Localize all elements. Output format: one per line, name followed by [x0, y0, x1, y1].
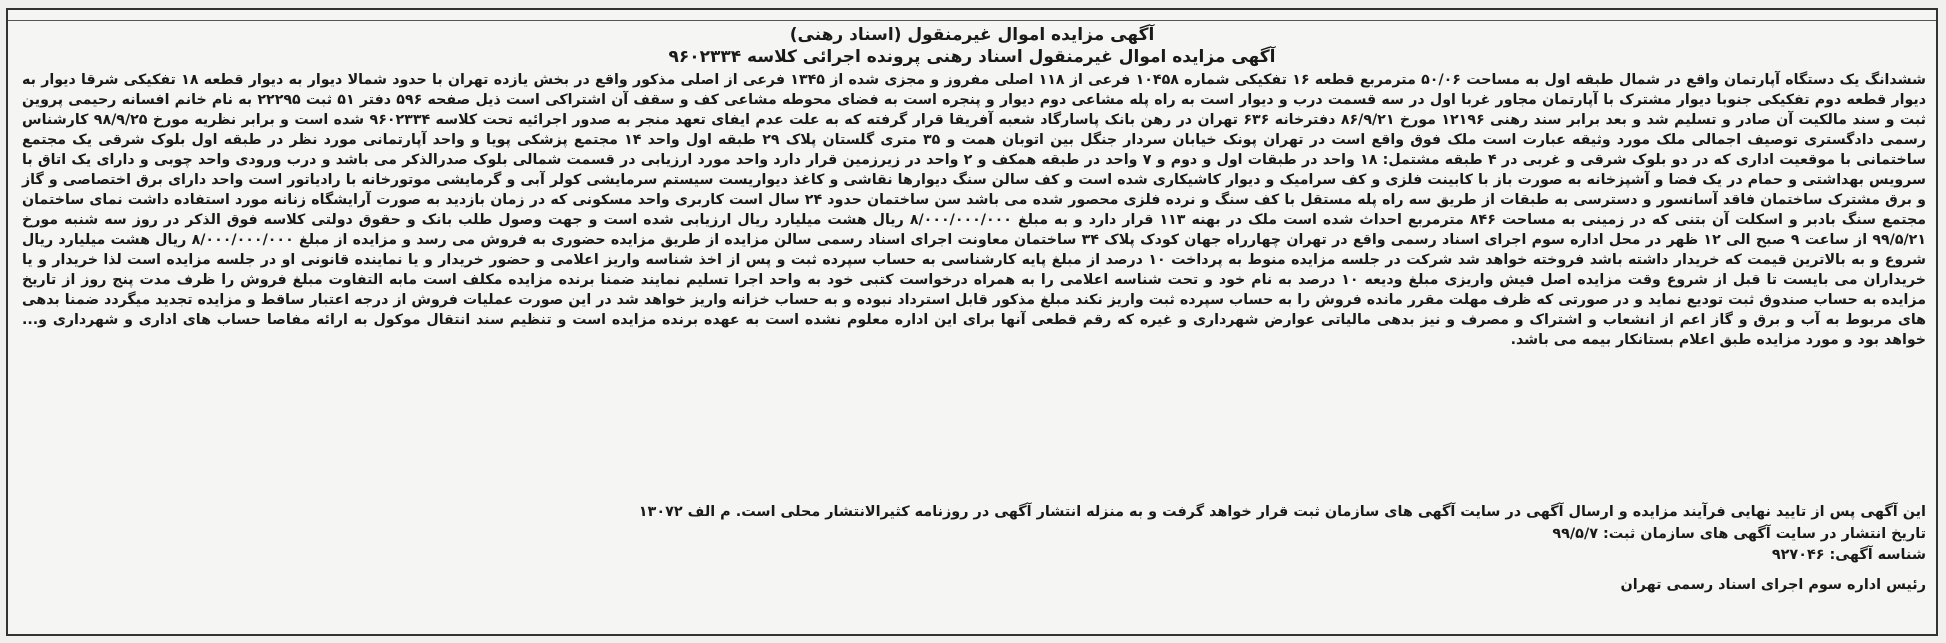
notice-body-text: ششدانگ یک دستگاه آپارتمان واقع در شمال طبقه اول به مساحت ۵۰/۰۶ مترمربع قطعه ۱۶ تفکیکی شماره ۱۰۴۵۸ فرعی از ۱۱۸ اصلی مفروز و مجزی شده از ۱۳۴۵ فرعی از اصلی مذکور واقع در بخش یازده تهران با حدود شمالا دیوار به دیوار قطعه ۱۸ تفکیکی شرقا دیوار به دیوار قطعه دوم تفکیکی جنوبا دیوار مشترک با آپارتمان مجاور غربا اول در سه قسمت درب و دیوار است به راه پله مشاعی دوم دیوار و پنجره است به فضای محوطه مشاعی کف و سقف آن اشتراکی است ذیل صفحه ۵۹۶ دفتر ۵۱ ثبت ۲۲۲۹۵ به نام خانم افسانه رحیمی پروین ثبت و سند مالکیت آن صادر و تسلیم شد و بعد برابر سند رهنی ۱۲۱۹۶ مورخ ۸۶/۹/۲۱ دفترخانه ۶۳۶ تهران در رهن بانک پاسارگاد شعبه آفریقا قرار گرفته که به علت عدم ایفای تعهد منجر به صدور اجرائیه تحت کلاسه ۹۶۰۲۳۳۴ شده است و برابر نظریه مورخ ۹۸/۹/۲۵ کارشناس رسمی دادگستری توصیف اجمالی ملک مورد وثیقه عبارت است ملک فوق واقع است در تهران پونک خیابان سردار جنگل بین اتوبان همت و ۳۵ متری گلستان پلاک ۲۹ طبقه اول واحد ۱۴ مجتمع پزشکی پویا و واحد آپارتمانی مورد نظر در طبقه اول بلوک شرقی یک مجتمع ساختمانی با موقعیت اداری که در دو بلوک شرقی و غربی در ۴ طبقه مشتمل: ۱۸ واحد در طبقات اول و دوم و ۷ واحد در طبقه همکف و ۲ واحد در زیرزمین قرار دارد واحد مورد ارزیابی در قسمت شمالی بلوک صدرالذکر می باشد و درب ورودی واحد چوبی و دارای یک اتاق با سرویس بهداشتی و حمام در یک فضا و آشپزخانه به صورت باز با کابینت فلزی و کف سرامیک و دیوار کاشیکاری شده است و کف سالن سنگ دیوارها نقاشی و کاغذ دیواریست سیستم سرمایشی کولر آبی و گرمایشی موتورخانه با رادیاتور است واحد دارای برق اختصاصی و گاز و برق مشترک ساختمان فاقد آسانسور و دسترسی به طبقات از طریق سه راه پله مستقل با کف سنگ و نرده فلزی محصور شده می باشد سن ساختمان حدود ۲۴ سال است کاربری واحد مسکونی که در زمان بازدید به صورت آرایشگاه زنانه مورد استفاده داشت نمای ساختمان مجتمع سنگ بادبر و اسکلت آن بتنی که در زمینی به مساحت ۸۴۶ مترمربع احداث شده است ملک در بهنه ۱۱۳ قرار دارد و به مبلغ ۸/۰۰۰/۰۰۰/۰۰۰ ریال هشت میلیارد ریال ارزیابی شده است و جهت وصول طلب بانک و حقوق دولتی کلاسه فوق الذکر در روز سه شنبه مورخ ۹۹/۵/۲۱ از ساعت ۹ صبح الی ۱۲ ظهر در محل اداره سوم اجرای اسناد رسمی واقع در تهران چهارراه جهان کودک پلاک ۳۴ ساختمان معاونت اجرای اسناد رسمی سالن مزایده از طریق مزایده حضوری به فروش می رسد و مزایده از مبلغ ۸/۰۰۰/۰۰۰/۰۰۰ ریال هشت میلیارد ریال شروع و به بالاترین قیمت که خریدار داشته باشد فروخته خواهد شد شرکت در جلسه مزایده منوط به پرداخت ۱۰ درصد از مبلغ پایه کارشناسی به حساب سپرده ثبت و پس از اخذ شناسه واریز اعلامی و حضور خریدار و یا نماینده قانونی او در جلسه مزایده است لذا خریدار و یا خریداران می بایست تا قبل از شروع وقت مزایده اصل فیش واریزی مبلغ ودیعه ۱۰ درصد به نام خود و تحت شناسه اعلامی را به همراه درخواست کتبی خود به واحد اجرا تسلیم نمایند ضمنا برنده مزایده مکلف است مابه التفاوت مبلغ فروش را ظرف مدت پنج روز از تاریخ مزایده به حساب صندوق ثبت تودیع نماید و در صورتی که ظرف مهلت مقرر مانده فروش را به حساب سپرده ثبت واریز نکند مبلغ مذکور قابل استرداد نبوده و به حساب خزانه واریز خواهد شد در این صورت عملیات فروش از درجه اعتبار ساقط و مزایده تجدید میگردد ضمنا بدهی های مربوط به آب و برق و گاز اعم از انشعاب و اشتراک و مصرف و نیز بدهی مالیاتی عوارض شهرداری و غیره که رقم قطعی آنها برای این اداره معلوم نشده است به عهده برنده مزایده است و تنظیم سند انتقال موکول به ارائه مفاصا حساب های اداری و شهرداری و... خواهد بود و مورد مزایده طبق اعلام بستانکار بیمه می باشد.: [22, 72, 1927, 348]
notice-header: [8, 24, 1936, 68]
notice-id: شناسه آگهی: ۹۲۷۰۴۶: [1771, 547, 1926, 563]
publication-note: این آگهی پس از تایید نهایی فرآیند مزایده و ارسال آگهی در سایت آگهی های سازمان ثبت قرار خواهد گرفت و به منزله انتشار آگهی در روزنامه کثیرالانتشار محلی است. م الف ۱۳۰۷۲: [638, 504, 1926, 520]
top-clipped-strip: [8, 10, 1936, 21]
signature: رئیس اداره سوم اجرای اسناد رسمی تهران: [1620, 576, 1926, 593]
publish-date: تاریخ انتشار در سایت آگهی های سازمان ثبت: ۹۹/۵/۷: [1552, 525, 1926, 542]
notice-title: آگهی مزایده اموال غیرمنقول (اسناد رهنی): [789, 25, 1155, 45]
notice-body: [22, 70, 1926, 350]
notice-footer: [22, 502, 1926, 596]
notice-subtitle: آگهی مزایده اموال غیرمنقول اسناد رهنی پرونده اجرائی کلاسه ۹۶۰۲۳۳۴: [668, 47, 1276, 67]
auction-notice: [6, 8, 1938, 636]
